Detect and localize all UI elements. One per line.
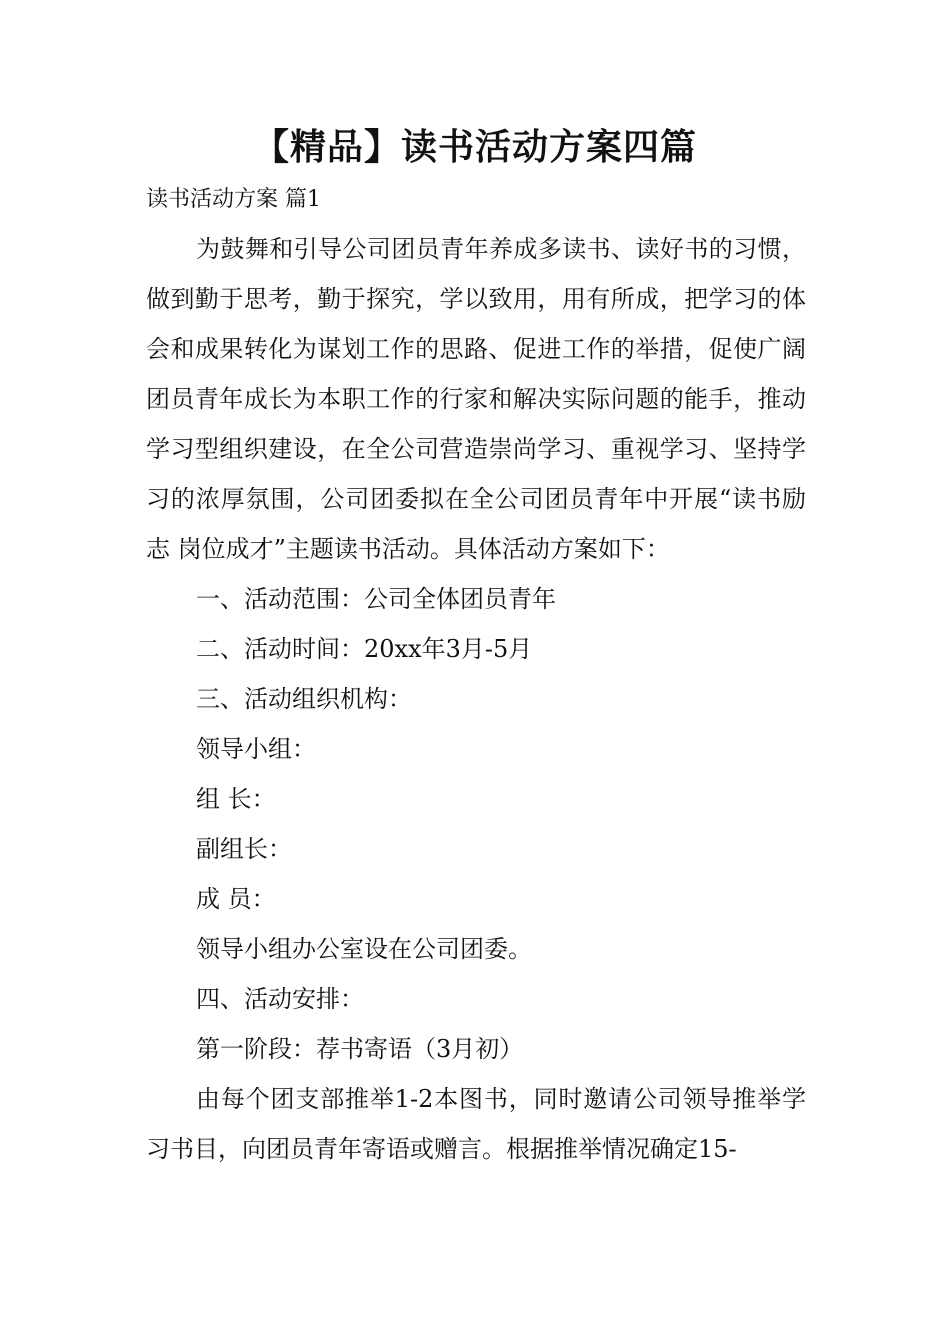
stage-one-detail: 由每个团支部推举1-2本图书，同时邀请公司领导推举学习书目，向团员青年寄语或赠言。根据推举情况确定15- — [146, 1085, 806, 1163]
activity-scope: 一、活动范围：公司全体团员青年 — [196, 585, 556, 613]
document-body — [146, 224, 806, 1174]
activity-arrangement: 四、活动安排： — [196, 985, 364, 1013]
members: 成 员： — [196, 885, 276, 913]
stage-one: 第一阶段：荐书寄语（3月初） — [196, 1035, 524, 1063]
activity-time: 二、活动时间：20xx年3月-5月 — [196, 635, 533, 663]
group-leader: 组 长： — [196, 785, 276, 813]
document-title: 【精品】读书活动方案四篇 — [252, 127, 697, 168]
intro-paragraph: 为鼓舞和引导公司团员青年养成多读书、读好书的习惯，做到勤于思考，勤于探究，学以致用，用有所成，把学习的体会和成果转化为谋划工作的思路、促进工作的举措，促使广阔团员青年成长为本职工作的行家和解决实际问题的能手，推动学习型组织建设，在全公司营造崇尚学习、重视学习、坚持学习的浓厚氛围，公司团委拟在全公司团员青年中开展“读书励志 岗位成才”主题读书活动。具体活动方案如下： — [146, 235, 806, 563]
deputy-leader: 副组长： — [196, 835, 292, 863]
section-heading: 读书活动方案 篇1 — [146, 187, 321, 212]
leadership-group: 领导小组： — [196, 735, 316, 763]
office-location: 领导小组办公室设在公司团委。 — [196, 935, 532, 963]
organization-heading: 三、活动组织机构： — [196, 685, 412, 713]
